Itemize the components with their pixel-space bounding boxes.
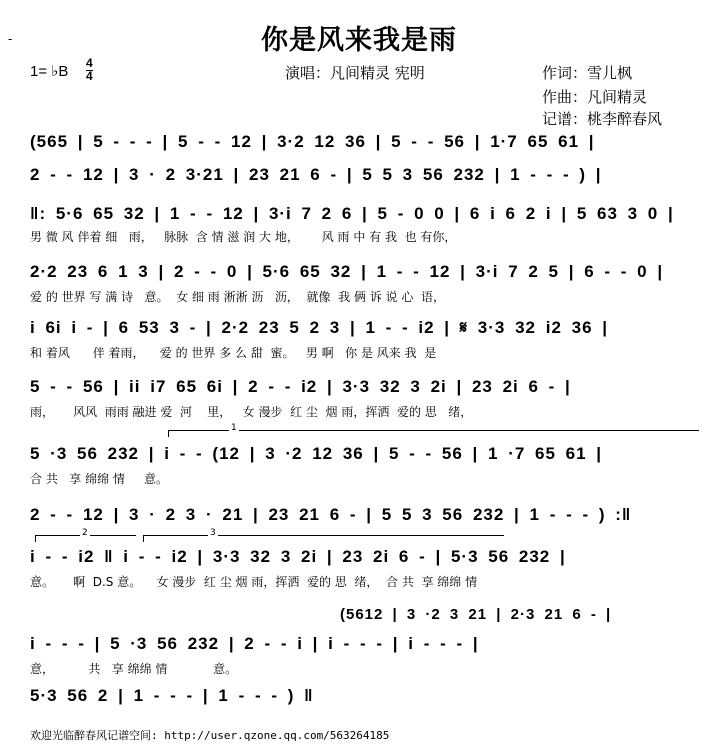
time-signature-top: 4 — [86, 56, 93, 70]
score-line-10 — [30, 634, 708, 676]
notation: i - - - | 5 ·3 56 232 | 2 - - i | i - - - | i - - - | — [30, 634, 479, 653]
lyrics: 男 微 风 伴着 细 雨， 脉脉 含 情 滋 润 大 地， 风 雨 中 有 我 也 有你， — [30, 230, 457, 244]
song-title: 你是风来我是雨 — [261, 25, 457, 56]
notation: ‖: 5·6 65 32 | 1 - - 12 | 3·i 7 2 6 | 5 - 0 0 | 6 i 6 2 i | 5 63 3 0 | — [30, 204, 674, 223]
lyrics: 和 着风 伴 着雨， 爱 的 世界 多 么 甜 蜜。 男 啊 你 是 风来 我 是 — [30, 346, 437, 360]
lyrics: 意， 共 享 绵绵 情 意。 — [30, 662, 238, 676]
notation: 5 - - 56 | ii i7 65 6i | 2 - - i2 | 3·3 32 3 2i | 23 2i 6 - | — [30, 377, 571, 396]
score-line-9 — [30, 547, 708, 589]
singers-credit: 演唱：凡间精灵 宪明 — [285, 64, 425, 82]
notation: (565 | 5 - - - | 5 - - 12 | 3·2 12 36 | 5 - - 56 | 1·7 65 61 | — [30, 132, 595, 151]
lyricist-credit: 作词：雪儿枫 — [542, 64, 633, 82]
time-signature-bottom: 4 — [86, 69, 93, 83]
notation: 5 ·3 56 232 | i - - (12 | 3 ·2 12 36 | 5 - - 56 | 1 ·7 65 61 | — [30, 444, 603, 463]
notation: 2·2 23 6 1 3 | 2 - - 0 | 5·6 65 32 | 1 - - 12 | 3·i 7 2 5 | 6 - - 0 | — [30, 262, 664, 281]
transcriber-credit: 记谱：桃李醉春风 — [542, 110, 663, 128]
composer-credit: 作曲：凡间精灵 — [542, 88, 648, 106]
score-line-6 — [30, 377, 708, 419]
lyrics: 合 共 享 绵绵 情 意。 — [30, 472, 168, 486]
volta-bracket-2: 2 — [35, 535, 136, 542]
score-line-4 — [30, 262, 708, 304]
time-signature — [86, 58, 93, 82]
lyrics: 雨， 风风 雨雨 融进 爱 河 里， 女 漫步 红 尘 烟 雨，挥洒 爱的 思 绪， — [30, 405, 473, 419]
volta-bracket-3: 3 — [143, 535, 504, 542]
score-line-3 — [30, 204, 708, 244]
notation: 2 - - 12 | 3 · 2 3 · 21 | 23 21 6 - | 5 5 3 56 232 | 1 - - - ) :‖ — [30, 505, 632, 524]
notation: i 6i i - | 6 53 3 - | 2·2 23 5 2 3 | 1 - - i2 | 𝄋 3·3 32 i2 36 | — [30, 318, 609, 337]
score-line-1 — [30, 132, 708, 160]
notation: (5612 | 3 ·2 3 21 | 2·3 21 6 - | — [340, 606, 612, 623]
score-line-11 — [30, 686, 708, 714]
key-signature: 1= ♭B — [30, 63, 69, 80]
score-line-2 — [30, 165, 708, 193]
volta-bracket-1: 1 — [168, 430, 699, 437]
score-line-5 — [30, 318, 708, 360]
score-line-10-upper — [340, 606, 708, 634]
notation: i - - i2 ‖ i - - i2 | 3·3 32 3 2i | 23 2i 6 - | 5·3 56 232 | — [30, 547, 566, 566]
notation: 5·3 56 2 | 1 - - - | 1 - - - ) ‖ — [30, 686, 314, 705]
score-line-8 — [30, 505, 708, 533]
footer-link: 欢迎光临醉春风记谱空间: http://user.qzone.qq.com/563264185 — [30, 729, 390, 742]
lyrics: 意。 啊 D.S 意。 女 漫步 红 尘 烟 雨，挥洒 爱的 思 绪， 合 共 享 绵绵 情 — [30, 575, 478, 589]
notation: 2 - - 12 | 3 · 2 3·21 | 23 21 6 - | 5 5 3 56 232 | 1 - - - ) | — [30, 165, 602, 184]
lyrics: 爱 的 世界 写 满 诗 意。 女 细 雨 淅淅 沥 沥， 就像 我 俩 诉 说 心 语， — [30, 290, 445, 304]
stray-dash: - — [8, 32, 13, 46]
score-line-7 — [30, 444, 708, 486]
